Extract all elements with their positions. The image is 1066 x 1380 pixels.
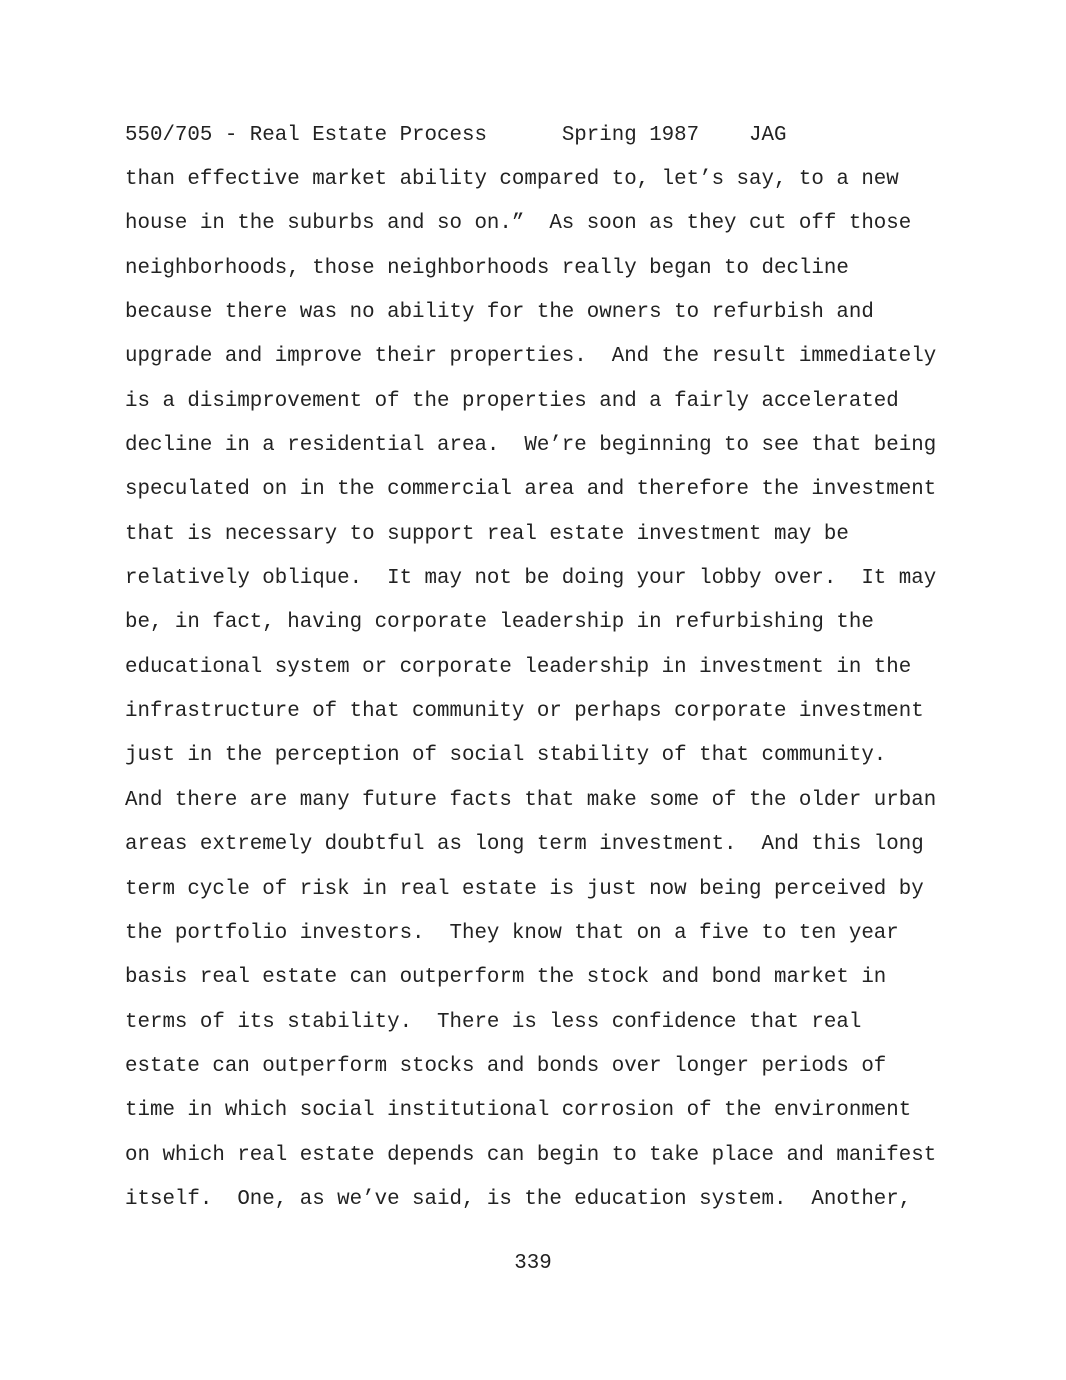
initials: JAG xyxy=(749,124,787,147)
text-line: neighborhoods, those neighborhoods really began to decline xyxy=(125,256,849,280)
text-line: basis real estate can outperform the stock and bond market in xyxy=(125,966,887,990)
text-line: than effective market ability compared to, let’s say, to a new xyxy=(125,168,899,191)
text-line: house in the suburbs and so on.” As soon as they cut off those xyxy=(125,212,912,236)
text-line: infrastructure of that community or perhaps corporate investment xyxy=(125,700,924,724)
text-line: decline in a residential area. We’re beginning to see that being xyxy=(125,434,937,458)
text-line: time in which social institutional corrosion of the environment xyxy=(125,1099,912,1123)
text-line: And there are many future facts that make some of the older urban xyxy=(125,788,937,812)
page-number: 339 xyxy=(514,1252,552,1275)
text-line: on which real estate depends can begin to take place and manifest xyxy=(125,1143,937,1167)
text-line: because there was no ability for the owners to refurbish and xyxy=(125,301,874,325)
text-line: itself. One, as we’ve said, is the education system. Another, xyxy=(125,1187,912,1211)
text-line: educational system or corporate leadership in investment in the xyxy=(125,655,912,679)
page-header xyxy=(125,122,787,150)
text-line: that is necessary to support real estate investment may be xyxy=(125,522,849,546)
text-line: the portfolio investors. They know that on a five to ten year xyxy=(125,921,899,945)
text-line: term cycle of risk in real estate is just now being perceived by xyxy=(125,877,924,901)
text-line: areas extremely doubtful as long term investment. And this long xyxy=(125,833,924,857)
text-line: speculated on in the commercial area and therefore the investment xyxy=(125,478,937,502)
transcript-body xyxy=(125,166,1005,1230)
text-line: estate can outperform stocks and bonds over longer periods of xyxy=(125,1054,887,1078)
text-line: upgrade and improve their properties. And the result immediately xyxy=(125,345,937,369)
text-line: relatively oblique. It may not be doing your lobby over. It may xyxy=(125,567,937,591)
text-line: just in the perception of social stability of that community. xyxy=(125,744,887,768)
course-title: 550/705 - Real Estate Process xyxy=(125,124,487,147)
text-line: is a disimprovement of the properties and a fairly accelerated xyxy=(125,389,899,413)
text-line: be, in fact, having corporate leadership in refurbishing the xyxy=(125,611,874,635)
term: Spring 1987 xyxy=(561,124,700,147)
text-line: terms of its stability. There is less confidence that real xyxy=(125,1010,862,1034)
